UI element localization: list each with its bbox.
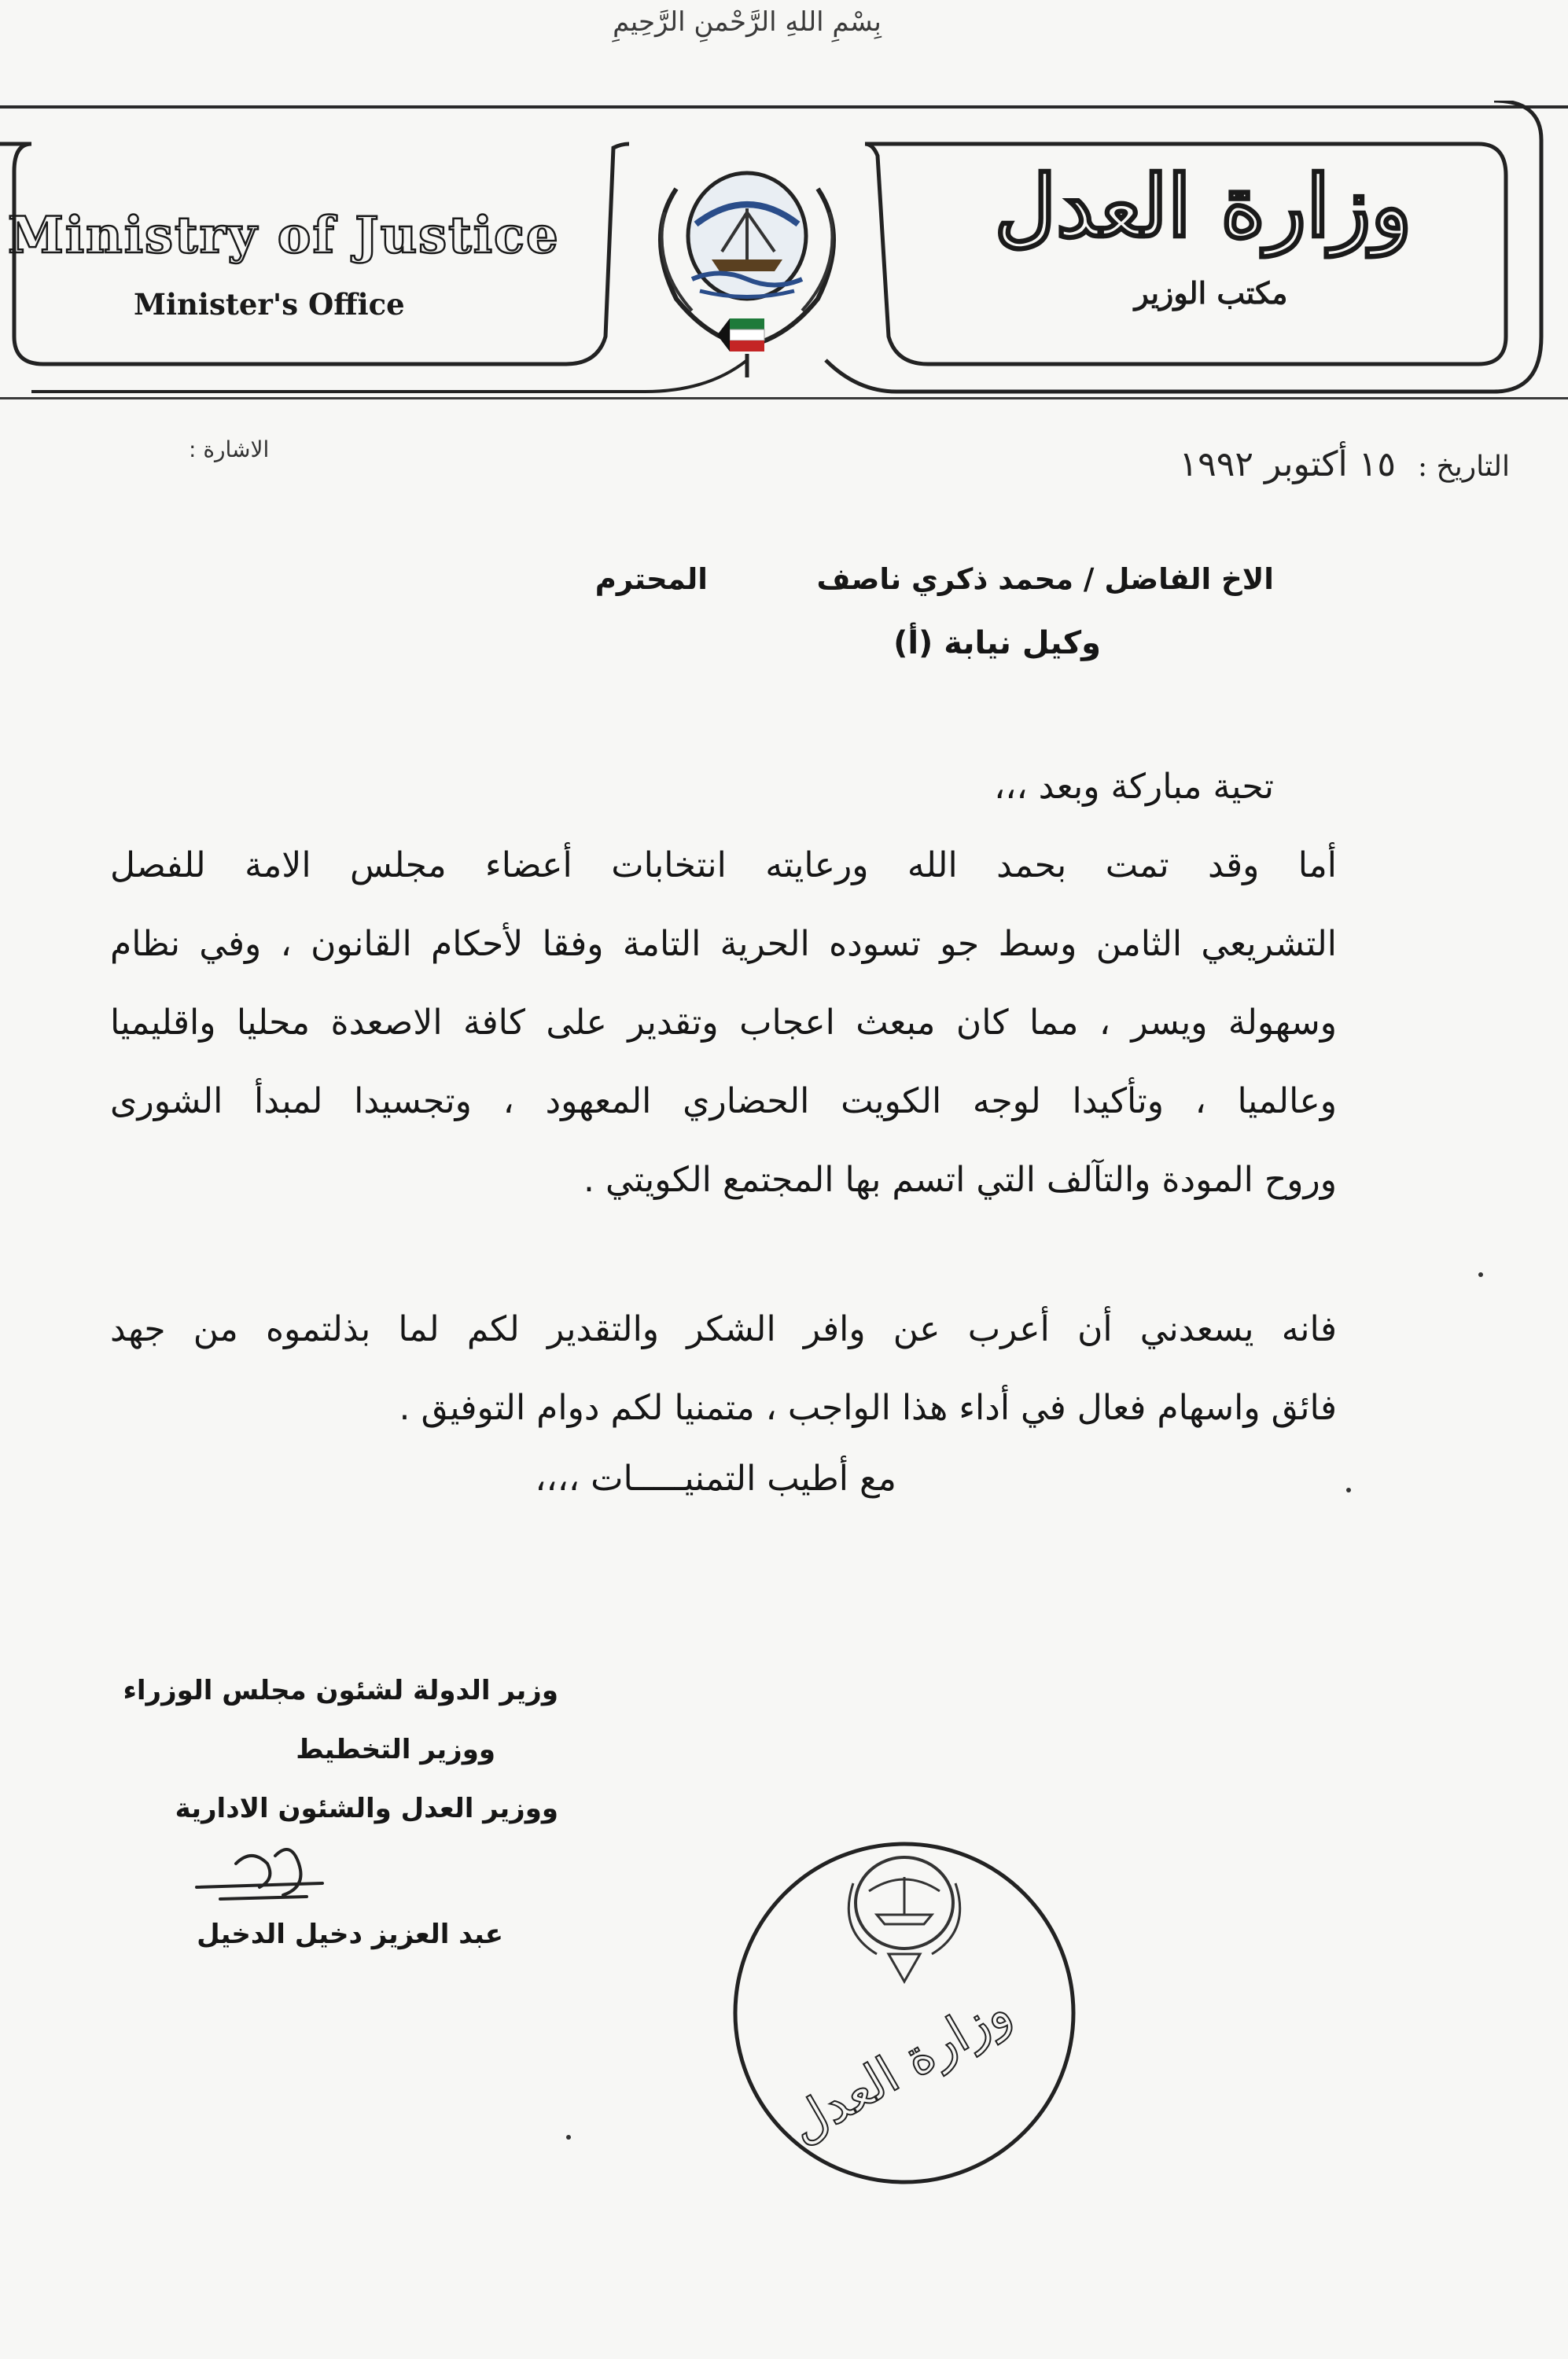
scan-mark	[1346, 1488, 1351, 1492]
office-name-en: Minister's Office	[134, 287, 405, 322]
addressee-role: وكيل نيابة (أ)	[893, 625, 1101, 661]
body-line: فائق واسهام فعال في أداء هذا الواجب ، متمنيا لكم دوام التوفيق .	[399, 1388, 1337, 1428]
body-line: التشريعي الثامن وسط جو تسوده الحرية التامة وفقا لأحكام القانون ، وفي نظام	[110, 924, 1337, 964]
addressee-honorific: المحترم	[594, 562, 708, 596]
stamp-emblem-icon	[848, 1857, 959, 1982]
ministry-stamp	[727, 1836, 1081, 2190]
stamp-text: وزارة العدل	[778, 1981, 1021, 2155]
ministry-name-ar: وزارة العدل	[994, 157, 1412, 256]
body-line: وروح المودة والتآلف التي اتسم بها المجتمع الكويتي .	[583, 1160, 1337, 1200]
date-label: التاريخ :	[1417, 451, 1510, 483]
addressee-name: الاخ الفاضل / محمد ذكري ناصف	[816, 562, 1274, 596]
body-line: فانه يسعدني أن أعرب عن وافر الشكر والتقدير لكم لما بذلتموه من جهد	[110, 1309, 1337, 1349]
handwritten-signature	[189, 1840, 330, 1911]
scan-mark	[566, 2135, 571, 2140]
closing-line: مع أطيب التمنيـــــات ،،،،	[535, 1459, 896, 1499]
date-line	[1132, 444, 1510, 484]
office-name-ar: مكتب الوزير	[1134, 275, 1288, 311]
date-value: ١٥ أكتوبر ١٩٩٢	[1179, 444, 1396, 484]
reference-label: الاشارة :	[189, 436, 270, 462]
ministry-name-en: Ministry of Justice	[8, 206, 560, 265]
body-line: وسهولة ويسر ، مما كان مبعث اعجاب وتقدير على كافة الاصعدة محليا واقليميا	[110, 1003, 1337, 1043]
signer-name: عبد العزيز دخيل الدخيل	[197, 1919, 503, 1950]
scan-mark	[1478, 1272, 1483, 1277]
signer-title-2: ووزير التخطيط	[296, 1734, 495, 1765]
body-line: أما وقد تمت بحمد الله ورعايته انتخابات أعضاء مجلس الامة للفصل	[110, 845, 1337, 885]
header-bottom-rule	[0, 397, 1568, 399]
signer-title-1: وزير الدولة لشئون مجلس الوزراء	[123, 1675, 558, 1706]
kuwait-emblem-icon	[629, 142, 865, 393]
body-line: وعالميا ، وتأكيدا لوجه الكويت الحضاري المعهود ، وتجسيدا لمبدأ الشورى	[110, 1081, 1337, 1121]
signer-title-3: ووزير العدل والشئون الادارية	[175, 1793, 558, 1824]
basmala: بِسْمِ اللهِ الرَّحْمنِ الرَّحِيمِ	[613, 6, 882, 38]
greeting: تحية مباركة وبعد ،،،	[994, 767, 1274, 807]
